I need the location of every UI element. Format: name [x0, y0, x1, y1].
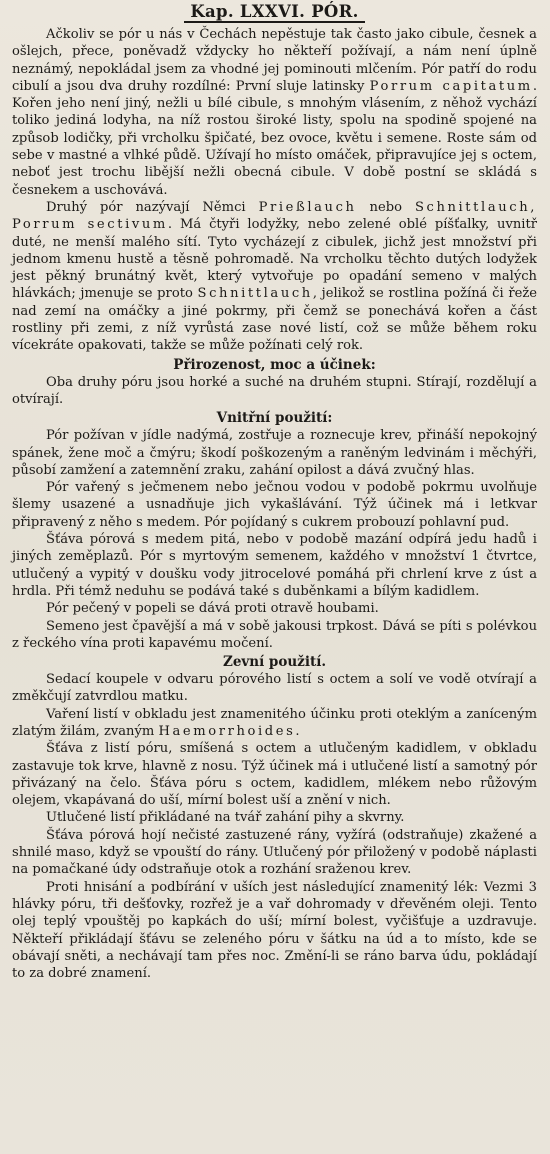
heading-external-use: Zevní použití. [222, 654, 327, 671]
paragraph-external-3: Šťáva z listí póru, smíšená s octem a utlučeným kadidlem, v obkladu zastavuje tok krve, hlavně z nosu. Týž účinek má i utlučené listí a samotný pór přivázaný na čelo. Šťáva póru s octem, kadidlem, mlékem nebo růžovým olejem, vkapávaná do uší, mírní bolest uší a znění v nich. [12, 741, 537, 809]
german-name-priesslauch: Prießlauch [258, 199, 357, 215]
paragraph-external-4: Utlučené listí přikládané na tvář zahání pihy a skvrny. [46, 810, 405, 826]
paragraph-external-1: Sedací koupele v odvaru pórového listí s octem a solí ve vodě otvírají a změkčují zatvrdlou matku. [12, 672, 537, 705]
heading-nature: Přirozenost, moc a účinek: [173, 356, 376, 373]
paragraph-external-2: Vaření listí v obkladu jest znamenitého účinku proti oteklým a zaníceným zlatým žilám, zvaným Haemorrhoides. [12, 706, 537, 739]
chapter-title: Kap. LXXVI. PÓR. [12, 2, 537, 23]
latin-name-porrum-sectivum: Schnittlauch, Porrum sectivum [12, 199, 537, 233]
paragraph-internal-5: Semeno jest čpavější a má v sobě jakousi trpkost. Dává se píti s polévkou z řeckého vína proti kapavému močení. [12, 618, 537, 651]
paragraph-internal-4: Pór pečený v popeli se dává proti otravě houbami. [46, 601, 379, 617]
latin-name-haemorrhoides: Haemorrhoides [158, 723, 296, 739]
paragraph-internal-1: Pór požívan v jídle nadýmá, zostřuje a roznecuje krev, přináší nepokojný spánek, žene moč a čmýru; škodí poškozeným a raněným ledvinám i měchýři, působí zamžení a zatemnění zraku, zahání opilost a dává zvučný hlas. [12, 428, 537, 478]
latin-name-porrum-capitatum: Porrum capitatum [369, 78, 533, 94]
paragraph-intro-1: Ačkoliv se pór u nás v Čechách nepěstuje tak často jako cibule, česnek a ošlejch, přece, poněvadž vždycky ho někteří požívají, a nám není úplně neznámý, nepokládal jsem za vhodné jej pominouti mlčením. Pór patří do rodu cibulí a jsou dva druhy rozdílné: První sluje latinsky Porrum capitatum. Kořen jeho není jiný, nežli u bílé cibule, s mnohým vlásením, z něhož vychází toliko jediná lodyha, na níž rostou široké listy, spolu na spodině spojené na způsob lodičky, při vrcholku špičaté, bez ovoce, květu i semene. Roste sám od sebe v mastné a vlhké půdě. Užívají ho místo omáček, připravujíce jej s octem, neboť jest trochu libější nežli obecná cibule. V době postní se skládá s česnekem a uschovává. [12, 27, 537, 198]
heading-internal-use: Vnitřní použití: [216, 410, 333, 427]
paragraph-external-6: Proti hnisání a podbírání v uších jest následující znamenitý lék: Vezmi 3 hlávky póru, tři dešťovky, rozřež je a vař dohromady v dřevěném oleji. Tento olej teplý vpouštěj po kapkách do uší; mírní bolest, vyčišťuje a uzdravuje. Někteří přikládají šťávu se zeleného póru v šátku na úd a to místo, kde se obávají sněti, a nechávají tam přes noc. Změní-li se ráno barva údu, pokládají to za dobré znamení. [12, 879, 537, 982]
german-name-schnittlauch: Schnittlauch [197, 286, 313, 302]
paragraph-internal-3: Šťáva pórová s medem pitá, nebo v podobě mazání odpírá jedu hadů i jiných zeměplazů. Pór s myrtovým semenem, každého v množství 1 čtvrtce, utlučený a vypitý v doušku vody jitrocelové pomáhá při chrlení krve z úst a hrdla. Při témž neduhu se podává také s duběnkami a bílým kadidlem. [12, 532, 537, 599]
paragraph-external-5: Šťáva pórová hojí nečisté zastuzené rány, vyžírá (odstraňuje) zkažené a shnilé maso, když se vpouští do rány. Utlučený pór přiložený v podobě náplasti na pomačkané údy odstraňuje otok a rozhání sraženou krev. [12, 827, 537, 878]
paragraph-internal-2: Pór vařený s ječmenem nebo ječnou vodou v podobě pokrmu uvolňuje šlemy usazené a usnadňuje jich vykašlávání. Týž účinek má i letkvar připravený z něho s medem. Pór pojídaný s cukrem probouzí pohlavní pud. [12, 480, 537, 530]
paragraph-intro-2: Druhý pór nazývají Němci Prießlauch nebo Schnittlauch, Porrum sectivum. Má čtyři lodyžky, nebo zelené oblé píšťalky, uvnitř duté, ne menší malého sítí. Tyto vycházejí z cibulek, jichž jest množství při jednom kmenu hustě a těsně pohromadě. Na vrcholku těchto dutých lodyžek jest pěkný brunátný květ, který vytvořuje po opadání semeno v malých hlávkách; jmenuje se proto Schnittlauch, jelikož se rostlina požíná či řeže nad zemí na omáčky a jiné pokrmy, při čemž se ponechává kořen a část rostliny při zemi, z níž vyrůstá zase nové listí, což se může během roku vícekráte opakovati, takže se může požínati celý rok. [12, 199, 537, 354]
paragraph-nature: Oba druhy póru jsou horké a suché na druhém stupni. Stírají, rozdělují a otvírají. [12, 374, 537, 407]
